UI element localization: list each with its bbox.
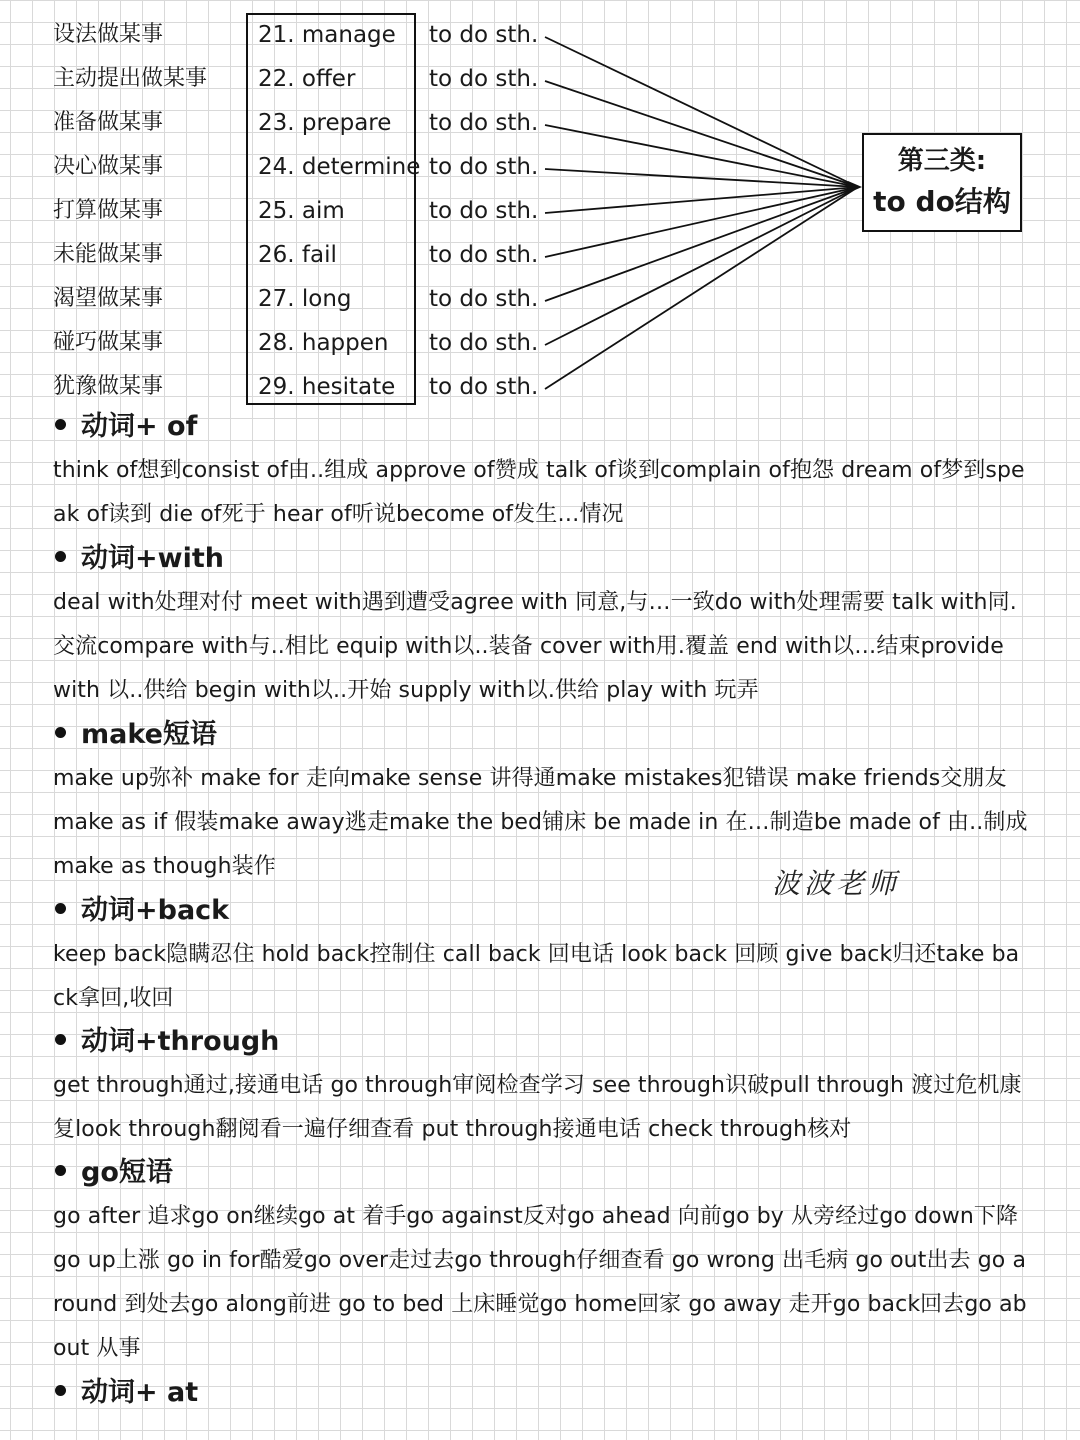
- connector-line: [545, 187, 858, 389]
- row-to-do: to do sth.: [429, 22, 539, 48]
- phrase-section: [53, 1151, 1028, 1371]
- row-to-do: to do sth.: [429, 286, 539, 312]
- section-body-text: deal with处理对付 meet with遇到遭受agree with 同意,与…一致do with处理需要 talk with同.交流compare with与..相比 equip with以..装备 cover with用.覆盖 end with以…结束provide with 以..供给 begin with以..开始 supply with以.供给 play with 玩弄: [53, 590, 1017, 703]
- bullet-icon: [55, 1165, 66, 1176]
- row-verb: 28. happen: [258, 330, 389, 356]
- row-chinese-meaning: 主动提出做某事: [53, 66, 208, 91]
- bullet-icon: [55, 551, 66, 562]
- row-to-do: to do sth.: [429, 66, 539, 92]
- row-to-do: to do sth.: [429, 154, 539, 180]
- row-verb: 29. hesitate: [258, 374, 396, 400]
- phrase-section: [53, 405, 1028, 537]
- bullet-icon: [55, 1034, 66, 1045]
- section-body-text: go after 追求go on继续go at 着手go against反对go ahead 向前go by 从旁经过go down下降 go up上涨 go in for酷爱go over走过去go through仔细查看 go wrong 出毛病 go out出去 go around 到处去go along前进 go to bed 上床睡觉go home回家 go away 走开go back回去go about 从事: [53, 1204, 1027, 1361]
- row-verb: 27. long: [258, 286, 352, 312]
- category-subtitle: to do结构: [873, 185, 1011, 218]
- connector-line: [545, 187, 858, 213]
- section-body-text: make up弥补 make for 走向make sense 讲得通make mistakes犯错误 make friends交朋友make as if 假装make away逃走make the bed铺床 be made in 在…制造be made of 由..制成make as though装作: [53, 766, 1028, 879]
- section-heading: [53, 1020, 1028, 1064]
- row-chinese-meaning: 未能做某事: [53, 242, 164, 267]
- section-heading-text: 动词+ of: [81, 411, 198, 442]
- category-box: [862, 133, 1022, 232]
- bullet-icon: [55, 1385, 66, 1396]
- row-chinese-meaning: 准备做某事: [53, 110, 164, 135]
- phrase-section: [53, 537, 1028, 713]
- row-verb: 23. prepare: [258, 110, 392, 136]
- section-heading-text: make短语: [81, 719, 217, 750]
- bullet-icon: [55, 727, 66, 738]
- row-verb: 24. determine: [258, 154, 421, 180]
- row-verb: 26. fail: [258, 242, 337, 268]
- section-body-text: think of想到consist of由..组成 approve of赞成 talk of谈到complain of抱怨 dream of梦到speak of读到 die of死于 hear of听说become of发生…情况: [53, 458, 1025, 527]
- phrase-section: [53, 889, 1028, 1021]
- row-verb: 25. aim: [258, 198, 345, 224]
- category-title: 第三类:: [897, 146, 987, 176]
- author-signature: 波波老师: [772, 867, 901, 900]
- row-chinese-meaning: 碰巧做某事: [53, 330, 164, 355]
- section-heading-text: go短语: [81, 1157, 173, 1188]
- row-to-do: to do sth.: [429, 242, 539, 268]
- bullet-icon: [55, 419, 66, 430]
- section-heading: [53, 1151, 1028, 1195]
- row-chinese-meaning: 犹豫做某事: [53, 374, 164, 399]
- connector-line: [545, 187, 858, 257]
- row-verb: 21. manage: [258, 22, 396, 48]
- section-body-text: get through通过,接通电话 go through审阅检查学习 see through识破pull through 渡过危机康复look through翻阅看一遍仔细查看 put through接通电话 check through核对: [53, 1073, 1022, 1142]
- phrase-section: [53, 1020, 1028, 1152]
- section-heading: [53, 537, 1028, 581]
- section-heading-text: 动词+ at: [81, 1377, 199, 1408]
- phrase-section: [53, 1371, 1028, 1415]
- row-to-do: to do sth.: [429, 374, 539, 400]
- connector-line: [545, 37, 858, 187]
- section-heading: [53, 405, 1028, 449]
- row-chinese-meaning: 渴望做某事: [53, 286, 164, 311]
- section-body-text: keep back隐瞒忍住 hold back控制住 call back 回电话 look back 回顾 give back归还take back拿回,收回: [53, 942, 1020, 1011]
- section-heading-text: 动词+back: [81, 895, 230, 926]
- section-heading-text: 动词+with: [81, 543, 224, 574]
- row-to-do: to do sth.: [429, 110, 539, 136]
- row-to-do: to do sth.: [429, 330, 539, 356]
- row-verb: 22. offer: [258, 66, 356, 92]
- connector-line: [545, 187, 858, 345]
- row-chinese-meaning: 打算做某事: [53, 198, 164, 223]
- row-chinese-meaning: 设法做某事: [53, 22, 164, 47]
- section-heading: [53, 713, 1028, 757]
- bullet-icon: [55, 903, 66, 914]
- row-chinese-meaning: 决心做某事: [53, 154, 164, 179]
- section-heading-text: 动词+through: [81, 1026, 280, 1057]
- arrow-head-icon: [848, 181, 862, 193]
- connector-line: [545, 187, 858, 301]
- section-heading: [53, 1371, 1028, 1415]
- row-to-do: to do sth.: [429, 198, 539, 224]
